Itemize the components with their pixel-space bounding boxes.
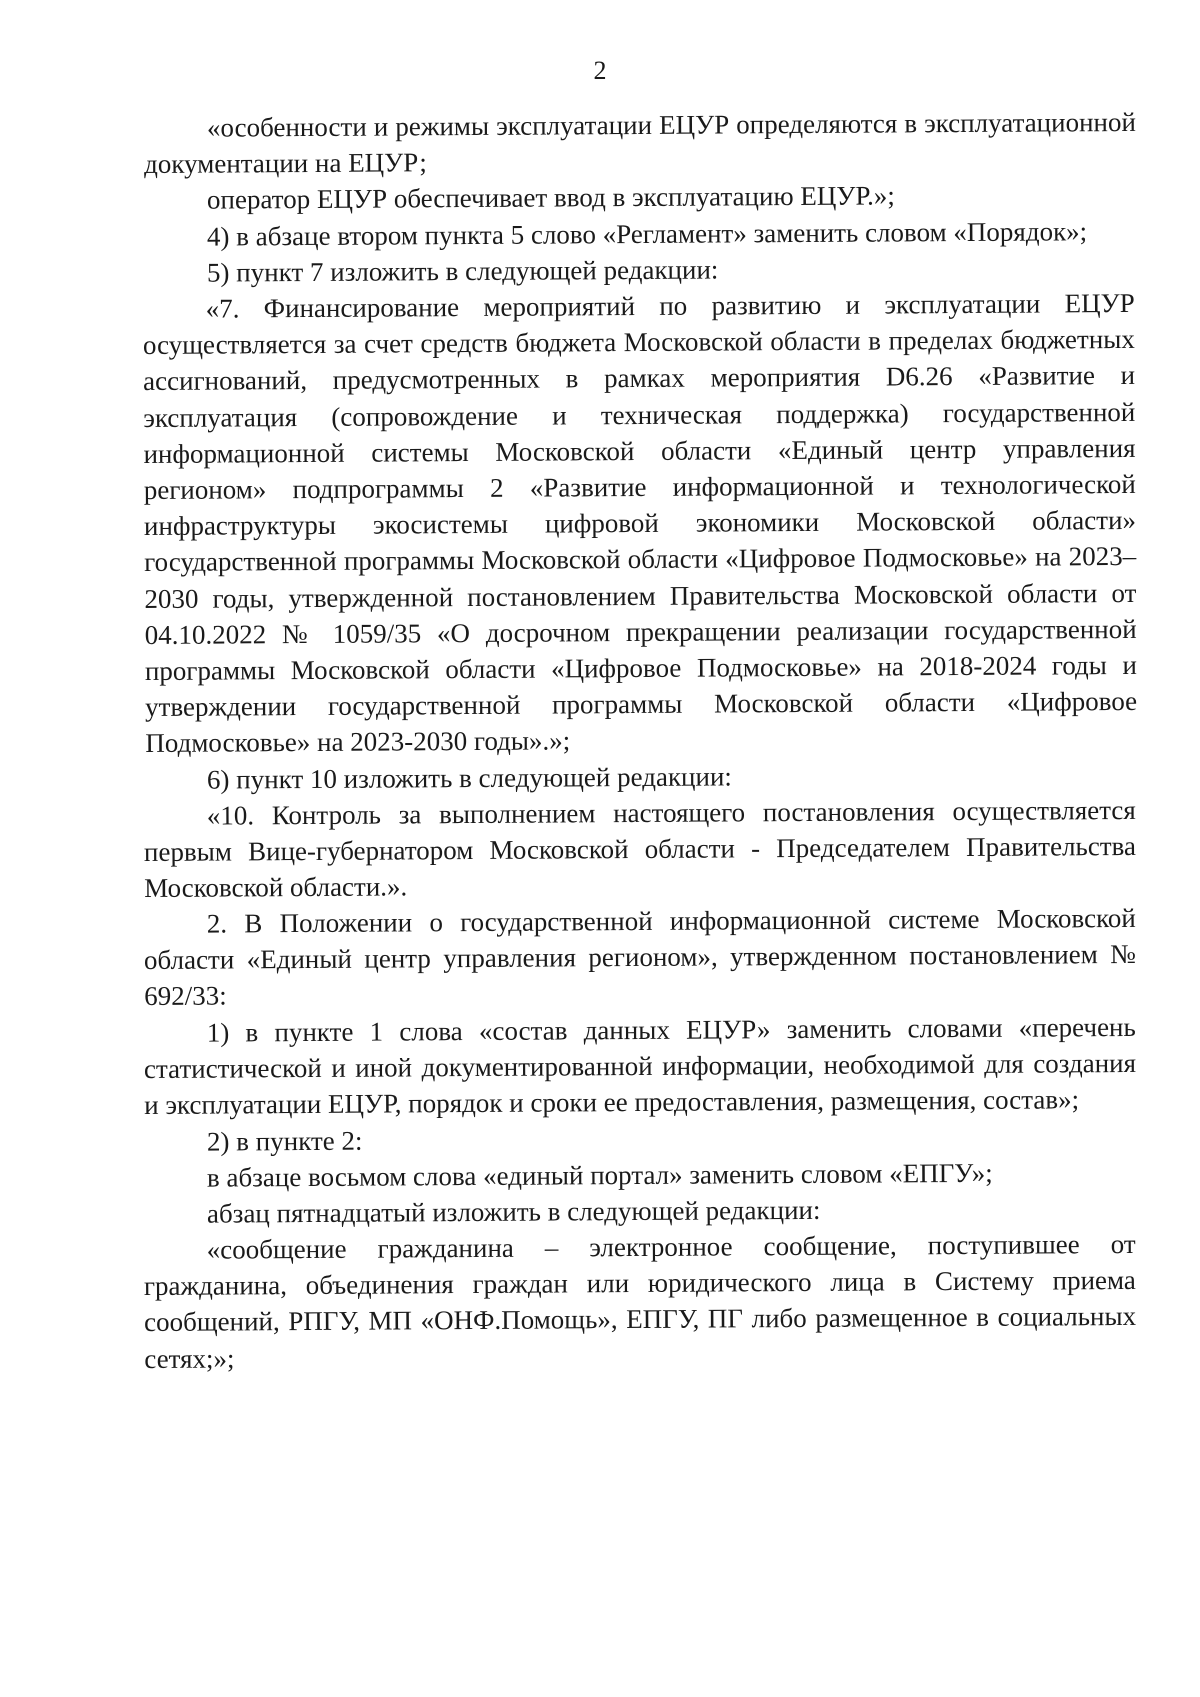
paragraph-ecur-operator: оператор ЕЦУР обеспечивает ввод в эксплуатацию ЕЦУР.»; — [206, 180, 895, 216]
paragraph-abzac-15: абзац пятнадцатый изложить в следующей редакции: — [206, 1194, 821, 1229]
paragraph-item-6: 6) пункт 10 изложить в следующей редакции: — [206, 761, 732, 795]
paragraph-point-2: 2) в пункте 2: — [206, 1125, 363, 1157]
page-number: 2 — [593, 56, 607, 85]
paragraph-citizen-message: «сообщение гражданина – электронное сообщение, поступившее от гражданина, объединения граждан или юридического лица в Систему приема сообщений, РПГУ, МП «ОНФ.Помощь», ЕПГУ, ПГ либо размещенное в социальных сетях;»; — [143, 1229, 1137, 1374]
paragraph-control: «10. Контроль за выполнением настоящего постановления осуществляется первым Вице-губернатором Московской области - Председателем Правительства Московской области.». — [143, 794, 1137, 904]
paragraph-section-2: 2. В Положении о государственной информационной системе Московской области «Единый центр управления регионом», утвержденном постановлением № 692/33: — [143, 903, 1137, 1012]
paragraph-item-4: 4) в абзаце втором пункта 5 слово «Регламент» заменить словом «Порядок»; — [206, 215, 1088, 252]
paragraph-financing: «7. Финансирование мероприятий по развитию и эксплуатации ЕЦУР осуществляется за счет средств бюджета Московской области в пределах бюджетных ассигнований, предусмотренных в рамках мероприятия D6.26 «Развитие и эксплуатация (сопровождение и техническая поддержка) государственной информационной системы Московской области «Единый центр управления регионом» подпрограммы 2 «Развитие информационной и технологической инфраструктуры экосистемы цифровой экономики Московской области» государственной программы Московской области «Цифровое Подмосковье» на 2023–2030 годы, утвержденной постановлением Правительства Московской области от 04.10.2022 № 1059/35 «О досрочном прекращении реализации государственной программы Московской области «Цифровое Подмосковье» на 2018-2024 годы и утверждении государственной программы Московской области «Цифровое Подмосковье» на 2023-2030 годы».»; — [142, 287, 1138, 759]
paragraph-ecur-modes: «особенности и режимы эксплуатации ЕЦУР определяются в эксплуатационной документации на ЕЦУР; — [144, 106, 1136, 180]
paragraph-item-5: 5) пункт 7 изложить в следующей редакции: — [206, 254, 719, 288]
paragraph-abzac-8: в абзаце восьмом слова «единый портал» заменить словом «ЕПГУ»; — [206, 1157, 993, 1193]
document-body — [142, 106, 1138, 1377]
paragraph-point-1: 1) в пункте 1 слова «состав данных ЕЦУР» заменить словами «перечень статистической и иной документированной информации, необходимой для создания и эксплуатации ЕЦУР, порядок и сроки ее предоставления, размещения, состав»; — [143, 1012, 1137, 1121]
